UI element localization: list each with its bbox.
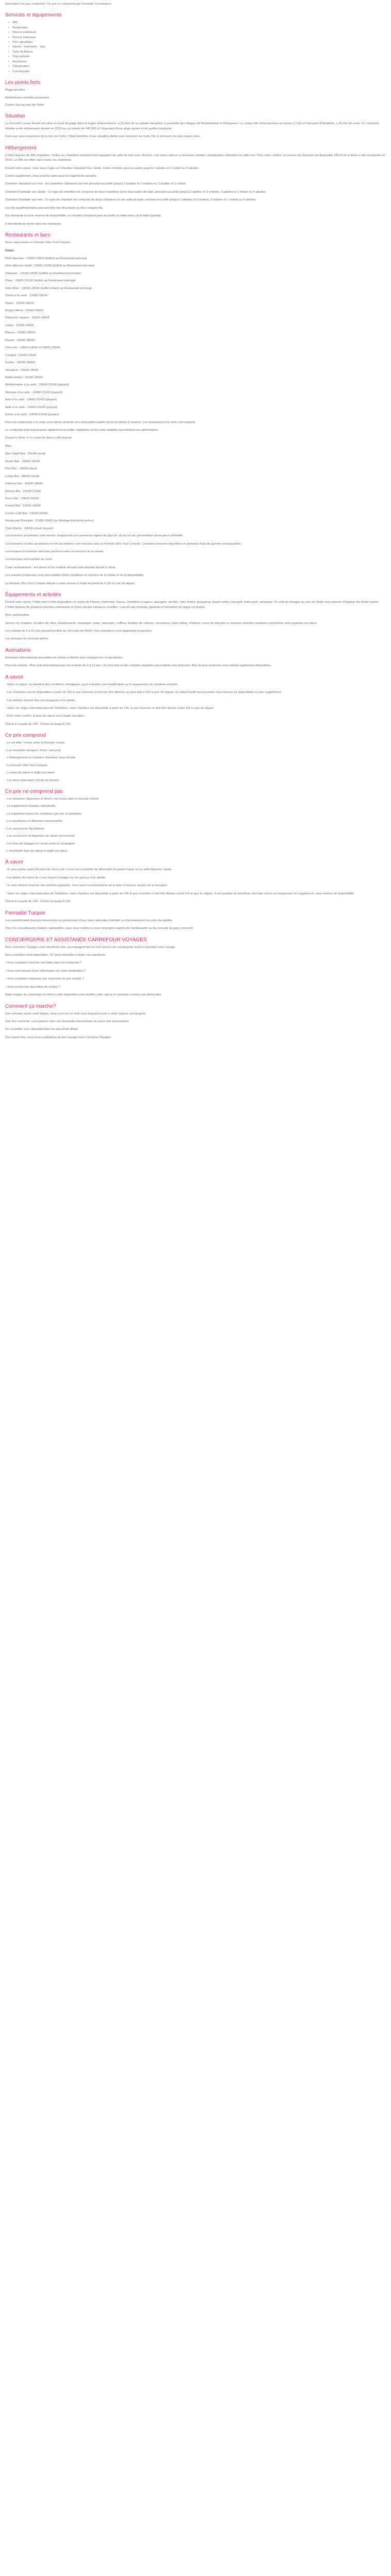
excluded-item: - Les pourboires et dépenses personnelles xyxy=(5,820,63,823)
section-title-services: Services et équipements xyxy=(5,12,62,19)
paragraph: Avec participation : xyxy=(5,614,31,617)
schedule-line: Olive bar : 13h00-14h00 et 20h00-23h00 xyxy=(5,346,60,350)
paragraph: La formule Ultra Tout Compris débute à votre arrivée à l'hôtel et prend fin à 12h le jour du départ. xyxy=(5,582,136,585)
section-title-comprend: Ce prix comprend xyxy=(5,733,46,739)
section-title-conciergerie: CONCIERGERIE ET ASSISTANCE CARREFOUR VOYAGES xyxy=(5,937,147,943)
section-title-situation: Situation xyxy=(5,113,25,120)
paragraph: Les boissons alcoolisées sont servies uniquement aux personnes âgées de plus de 18 ans et sur présentation d'une pièce d'identité. xyxy=(5,534,184,538)
paragraph: - Les enfants doivent être accompagnés d'un adulte. xyxy=(5,699,76,702)
service-item: • Restaurant xyxy=(12,26,386,30)
paragraph: - Les bébés de moins de 2 ans doivent voyager sur les genoux d'un adulte. xyxy=(5,876,106,879)
schedule-line: Snack : 12h00-18h00 xyxy=(5,301,35,305)
schedule-line: Asie à la carte : 19h00-21h00 (payant) xyxy=(5,398,57,402)
paragraph: - Vous souhaitez organiser une excursion ou une activité ? xyxy=(5,977,84,981)
included-item: - L'hébergement en chambre Standard, base double xyxy=(5,756,76,760)
schedule-line: Mexique à la carte : 19h00-21h00 (payant) xyxy=(5,391,63,394)
included-item: - La formule Ultra Tout Compris xyxy=(5,764,47,767)
excluded-item: - Les frais de bagages en soute selon la compagnie xyxy=(5,842,75,845)
paragraph: Une fois connecté, vous pourrez faire vos demandes directement et suivre leur avancement. xyxy=(5,1020,129,1024)
bar-line: Disco Bar : 23h00-02h00 xyxy=(5,497,39,500)
paragraph: Le Grecotel Luxury Resort est situé en bord de plage dans la région d'Hersonissos, à 25 kms de la capitale Héraklion, à proximité des villages de Koutouloufari et Piskopiano. Le centre-ville d'Hersonissos se trouve à 2 km et l'aéroport d'Héraklion, à 25 min de route. Ce complexe hôtelier a été entièrement rénové en 2019 sur un terrain de 140 000 m² disposant d'une plage privée et de jardins luxuriants. xyxy=(5,122,380,130)
paragraph: Les boissons sont servies au verre. xyxy=(5,558,53,562)
service-item: • Ascenseur xyxy=(12,60,386,64)
restaurants-intro: Nous séjournerez en formule Ultra Tout Compris : xyxy=(5,241,72,245)
paragraph: Les horaires d'ouverture des bars peuvent varier en fonction de la saison. xyxy=(5,550,104,554)
excluded-item: - L'éventuelle taxe de séjour à régler sur place xyxy=(5,850,68,853)
paragraph: - Selon le séjour, un transfert des conditions climatiques, peut entraîner une modification ou la suppression de certaines activités. xyxy=(5,683,179,686)
room-option: Chambre Standard vue mer : les chambres Standard vue mer peuvent accueillir jusqu'à 2 adultes et 2 enfants ou 3 adultes et 1 enfant. xyxy=(5,182,187,186)
section-title-commander: Comment ça marche? xyxy=(5,1003,56,1009)
paragraph: - Vous souhaitez réserver une table dans un restaurant ? xyxy=(5,961,82,965)
schedule-line: Dîner : 19h00-21h30 (buffet) au Restaurant principal xyxy=(5,279,76,283)
paragraph: Pour les ressortissants d'autres nationalités, nous vous invitons à vous renseigner auprès de l'ambassade ou du consulat du pays concerné. xyxy=(5,927,194,930)
bars-list xyxy=(5,452,386,531)
bar-line: Restaurant Principal : 07h00-10h00 (au Mariage fractionné prévu) xyxy=(5,519,94,523)
service-item: • Climatisation xyxy=(12,64,386,69)
paragraph: - Si vous partez avant l'horaire de check-out, il vous sera possible de demander un panier-repas ou un petit-déjeuner rapide. xyxy=(5,868,172,872)
paragraph: Check-in à partir de 14h - Check-out jusqu'à 12h. xyxy=(5,722,72,726)
excluded-item: - Les assurances facultatives xyxy=(5,827,44,831)
schedule-line: Snack à la carte : 12h00-15h00 xyxy=(5,294,47,298)
paragraph: Durant votre séjour, l'hôtel met à votre disposition un centre de Fitness, hammam, Sauna, chambres à vapeur, aquagym, aérobic, vélo, tennis, ping-pong, beach-volley, mini-golf, water-polo, pétanque. Un club de plongée au sein de l'hôtel vous permet d'explorer les fonds marins. L'hôtel dispose de plusieurs piscines extérieures et d'une piscine intérieure chauffée. L'accès aux transats, parasols et serviettes de plage est gratuit. xyxy=(5,601,380,609)
page-content xyxy=(5,2,386,1043)
schedule-line: Méditerranée à la carte : 19h00-21h00 (payant) xyxy=(5,383,69,387)
bar-line: Hibiscus Bar : 10h00-18h00 xyxy=(5,482,43,486)
conciergerie-text xyxy=(5,945,386,998)
paragraph: - Si vous désirez réserver des activités payantes, nous vous recommandons de le faire à l'avance auprès de la réception. xyxy=(5,884,168,888)
section-title-equipements: Équipements et activités xyxy=(5,592,61,598)
animations-text xyxy=(5,656,386,669)
bar-line: Corner Café Bar : 23h00-00h00 xyxy=(5,512,48,515)
schedule-line: Lobby : 10h00-24h00 xyxy=(5,324,34,327)
situation-text xyxy=(5,122,386,139)
ne-comprend-list xyxy=(5,797,386,854)
paragraph: Face aux eaux turquoises de la mer de Crète, l'hôtel bénéficie d'une situation idéale pour rayonner sur toute l'île et découvrir les plus beaux sites. xyxy=(5,135,201,139)
paragraph: Une semaine avant votre départ, vous recevrez un mail vous donnant accès à votre espace conciergerie. xyxy=(5,1012,147,1015)
service-item: • Club enfants xyxy=(12,55,386,59)
paragraph: - Vous recherchez des idées de sorties ? xyxy=(5,985,60,989)
included-item: - La taxe de séjour à régler sur place xyxy=(5,771,55,775)
hebergement-closing xyxy=(5,206,386,227)
service-item: • Sauna - Hammam - Spa xyxy=(12,45,386,49)
service-item: • Salle de fitness xyxy=(12,50,386,55)
paragraph: Pour les enfants : Mini-club international pour les enfants de 4 à 12 ans. Un mini-club et des activités adaptées aux enfants sont proposés. Aire de jeux et piscine pour enfants également disponibles. xyxy=(5,664,271,668)
schedule-line: Kids Diner : 18h30-19h30 (buffet enfant) au Restaurant principal xyxy=(5,286,92,290)
section-title-animations: Animations xyxy=(5,647,31,653)
included-item: - Le vol aller / retour selon la formule choisie xyxy=(5,741,65,745)
paragraph: Sur demande et sous réserve de disponibilité, la chambre Standard peut accueillir un bébé dans un lit bébé (gratuit). xyxy=(5,214,162,218)
equipements-text xyxy=(5,600,386,642)
forts-item: Nombreuses activités proposées xyxy=(5,96,50,99)
room-option: Chambre Familiale vue Jardin : Ce type de chambre est composé de deux chambres avec deux salles de bain, pouvant accueillir jusqu'à 2 adultes et 2 enfants, 3 adultes et 1 enfant ou 4 adultes. xyxy=(5,190,267,194)
schedule-line: Buffet enfant : 11h00-18h00 xyxy=(5,376,43,379)
section-title-ne-comprend: Ce prix ne comprend pas xyxy=(5,788,63,794)
bars-notes xyxy=(5,534,386,586)
service-item: • Parc aquatique xyxy=(12,40,386,45)
paragraph: Les activités proposées sont susceptibles d'être modifiées en fonction de la météo et de la disponibilité. xyxy=(5,574,144,578)
bar-line: Sunset Bar : 10h00-19h00 xyxy=(5,504,41,508)
paragraph: Un conseiller vous répondra dans les plus brefs délais. xyxy=(5,1028,79,1031)
excluded-item: - Le supplément pour les chambres vue mer et familiales xyxy=(5,812,82,816)
schedule-line: Petit déjeuner : 07h00-10h00 (buffet) au Restaurant principal xyxy=(5,257,87,260)
paragraph: Animation internationale journalière et soirées à thème avec musique live et spectacles. xyxy=(5,656,123,659)
forts-item: Plage privative xyxy=(5,89,25,92)
paragraph: - Vous avez besoin d'une information sur votre destination ? xyxy=(5,969,86,973)
section-title-hebergement: Hébergement xyxy=(5,145,37,151)
service-item: • Piscine extérieure xyxy=(12,30,386,35)
service-item: • Conciergerie xyxy=(12,70,386,74)
paragraph: - Les chambres seront disponibles à partir de 15h le jour d'arrivée et devront être libérées au plus tard à 12h le jour de départ. Un départ tardif sera possible sous réserve de disponibilité et avec supplément. xyxy=(5,691,282,694)
bar-line: Artrium Bar : 10h00-23h00 xyxy=(5,489,41,493)
paragraph: Nos conseillers sont disponibles 7j/7 pour répondre à toutes vos questions. xyxy=(5,953,106,957)
bar-line: Lobby Bar : 08h00-minuit xyxy=(5,474,39,478)
paragraph: - Selon les règles internationales de l'hôtellerie, votre chambre est disponible à partir de 14h le jour d'arrivée et doit être libérée avant 12h le jour du départ. Il est possible de bénéficier d'un late check-out moyennant un supplément, sous réserve de disponibilité. xyxy=(5,892,355,895)
paragraph: Les animaux ne sont pas admis. xyxy=(5,637,49,641)
section-title-formalite: Formalité Turquie xyxy=(5,910,45,916)
schedule-line: Glaces : 12h00-18h00 xyxy=(5,331,35,335)
forts-item: Centre Spa au sein de l'hôtel xyxy=(5,103,44,107)
tab-row: Description Ce prix comprend / Ce prix ne comprend pas Formalité Conciergerie xyxy=(5,3,112,6)
savoir-text xyxy=(5,683,386,727)
bar-line: Beach Bar : 10h00-19h00 xyxy=(5,460,40,463)
paragraph: Les ressortissants français doivent être en possession d'une carte nationale d'identité ou d'un passeport en cours de validité. xyxy=(5,919,173,922)
included-item: - Les transferts aéroport / hôtel / aéroport xyxy=(5,749,61,752)
paragraph: Il est interdit de fumer dans les chambres. xyxy=(5,222,62,226)
schedule-line: Petit déjeuner tardif : 10h00-11h00 (buffet) au Restaurant principal xyxy=(5,264,94,268)
paragraph: Pour les restaurants à la carte vous devez réserver une réservation auprès de la réception à l'avance. Les restaurants à la carte sont payants. xyxy=(5,420,196,424)
bar-line: Pool Bar : 10h00-minuit xyxy=(5,467,37,471)
schedule-line: Pizzas : 12h00-18h00 xyxy=(5,338,35,342)
paragraph: Durant votre séjour, vous serez logés en Chambre Standard Vue Jardin. Cette chambre peut accueillir jusqu'à 2 adultes et 1 enfant ou 3 adultes. xyxy=(5,166,200,170)
restaurants-schedule xyxy=(5,257,386,418)
paragraph: Notre équipe de concierges se tient à votre disposition pour faciliter votre séjour et répondre à toutes vos demandes. xyxy=(5,993,162,997)
section-title-restaurants: Restaurants et bars xyxy=(5,232,51,239)
paragraph: Avec Carrefour Voyages vous bénéficiez d'un accompagnement et d'un service de conciergerie avant et pendant votre voyage. xyxy=(5,945,176,949)
restaurants-notes xyxy=(5,420,386,441)
schedule-line: Cocktail : 19h00-23h00 xyxy=(5,353,37,357)
paragraph: Check-in à partir de 14h - Check-out jusqu'à 12h xyxy=(5,900,71,904)
schedule-line: Burger Menu : 19h00-23h00 xyxy=(5,309,43,313)
forts-list xyxy=(5,88,386,108)
excluded-item: - Les excursions et dépenses de nature personnelle xyxy=(5,835,75,838)
section-title-forts: Les points forts xyxy=(5,80,40,86)
paragraph: - Pour votre confort, la taxe de séjour est à régler sur place. xyxy=(5,715,86,718)
room-option: Chambre Familiale vue mer : Ce type de chambre est composé de deux chambres et une salle de bain, pouvant accueillir jusqu'à 2 adultes et 2 enfants, 3 adultes et 1 enfant ou 4 adultes. xyxy=(5,198,257,202)
paragraph: - Selon les règles internationales de l'hôtellerie, votre chambre est disponible à partir de 14h, le jour d'arrivée et doit être libérée avant 12h le jour du départ. xyxy=(5,707,215,710)
excluded-item: - Les boissons, déjeuners et dîners non inclus dans la formule choisie xyxy=(5,797,99,801)
excluded-item: - Le supplément chambre individuelle xyxy=(5,805,56,808)
paragraph: L'hôtel dispose de 396 chambres. Toutes les chambres standard sont équipées de salle de bain avec douche, coin salon, balcon ou terrasse, minibar, climatisation, télévision et coffre-fort. Pour votre confort, un service de chambre est disponible 24h/24 et la literie a été renouvelée en 2019. Le Wifi est offert dans toutes les chambres. xyxy=(5,154,386,162)
service-item: • Wifi xyxy=(12,21,386,25)
included-item: - Les taxes d'aéroport et frais de dossier xyxy=(5,778,59,782)
schedule-line: Déjeuner : 12h30-14h00 (buffet) au Restaurant principal xyxy=(5,272,80,275)
schedule-line: Italie à la carte : 19h00-21h00 (payant) xyxy=(5,405,58,409)
paragraph: Service de chambre, location de vélos, blanchisserie, massages, soins, hammam, coiffeur, location de voitures, excursions, baby-sitting, médecin, cours de plongée et certaines activités nautiques motorisées sont payantes sur place. xyxy=(5,621,318,625)
paragraph: Durant le dîner, il n'y a pas de dress code imposé. xyxy=(5,436,73,440)
bar-line: Club Shisha : 18h00-minuit (payant) xyxy=(5,527,54,530)
paragraph: Les enfants de 4 à 12 ans peuvent profiter du mini-club de l'hôtel. Des animations sont également proposées. xyxy=(5,629,153,633)
paragraph: Une bonne fois, nous vous souhaitons un bon voyage avec Carrefour Voyages. xyxy=(5,1036,112,1039)
paragraph: Contre supplément, vous pourrez opter pour les logements suivants : xyxy=(5,175,99,178)
bar-line: Main Night Bar : 10h00-minuit xyxy=(5,452,45,456)
hebergement-text xyxy=(5,154,386,179)
service-item: • Piscine intérieure xyxy=(12,36,386,40)
bars-label: Bars : xyxy=(5,444,13,448)
schedule-line: Pâtisserie maison : 15h00-18h00 xyxy=(5,316,50,320)
commander-text xyxy=(5,1012,386,1041)
formalite-text xyxy=(5,919,386,931)
schedule-line: Héraklion : 13h00-18h00 xyxy=(5,368,39,372)
paragraph: Les boissons locales alcoolisées et non alcoolisées sont incluses dans la formule Ultra Tout Compris. Certaines boissons importées et spiritueux haut de gamme sont payantes. xyxy=(5,542,242,546)
savoir2-text xyxy=(5,868,386,904)
paragraph: Les lits supplémentaires peuvent être des lits pliants ou des canapés-lits. xyxy=(5,206,104,210)
section-title-savoir: A savoir xyxy=(5,674,24,680)
section-title-savoir-2: A savoir xyxy=(5,859,24,866)
paragraph: Le restaurant principal propose également un buffet végétarien et des plats adaptés aux intolérances alimentaires. xyxy=(5,429,159,432)
services-list xyxy=(5,21,386,74)
paragraph: Code vestimentaire : les shorts et les maillots de bain sont interdits durant le dîner. xyxy=(5,566,117,569)
schedule-line: Grèce à la carte : 19h00-21h00 (payant) xyxy=(5,413,59,417)
schedule-line: Goûter : 16h00-18h00 xyxy=(5,361,35,365)
comprend-list xyxy=(5,741,386,783)
hebergement-rooms xyxy=(5,182,386,202)
restaurants-detail-label: Détail : xyxy=(5,249,15,252)
